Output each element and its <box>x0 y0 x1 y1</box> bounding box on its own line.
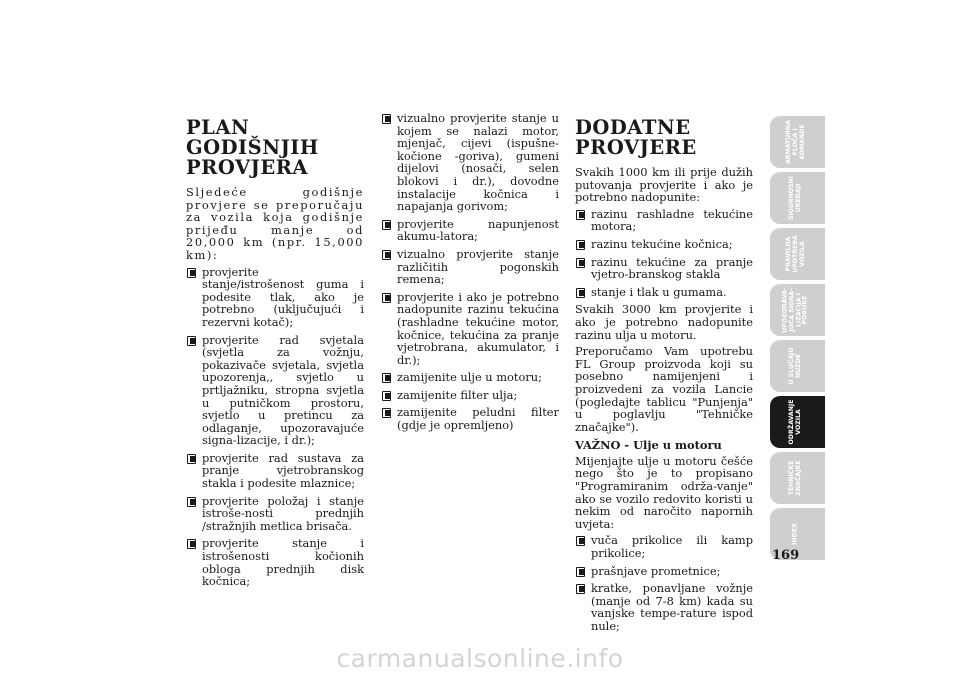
list-item: provjerite stanje i istrošenosti kočionih obloga prednjih disk kočnica; <box>186 537 364 587</box>
list-item: provjerite napunjenost akumu-latora; <box>381 218 559 243</box>
tab-maintenance[interactable] <box>770 396 822 448</box>
list-item: zamijenite filter ulja; <box>381 389 559 402</box>
list-item: vizualno provjerite stanje različitih pogonskih remena; <box>381 248 559 286</box>
paragraph: Svakih 3000 km provjerite i ako je potrebno nadopunite razinu ulja u motoru. <box>575 302 753 342</box>
subheading-engine-oil: VAŽNO - Ulje u motoru <box>575 438 722 453</box>
list-item: razinu tekućine za pranje vjetro-branskog stakla <box>575 256 753 281</box>
tab-label: INDEX <box>791 523 799 545</box>
check-list <box>381 112 559 432</box>
tab-label: SIGURNOSNI UREĐAJI <box>788 176 802 221</box>
list-item: stanje i tlak u gumama. <box>575 286 753 299</box>
tab-technical-specs[interactable] <box>770 452 822 504</box>
page-number: 169 <box>772 548 800 563</box>
tab-label: ARMATURNA PLOČA I KOMANDE <box>784 120 806 164</box>
list-item: provjerite rad sustava za pranje vjetrobranskog stakla i podesite mlaznice; <box>186 452 364 490</box>
intro-paragraph: Svakih 1000 km ili prije dužih putovanja provjerite i ako je potrebno nadopunite: <box>575 165 753 205</box>
tab-emergency[interactable] <box>770 340 822 392</box>
tab-dashboard-controls[interactable] <box>770 116 822 168</box>
watermark: carmanualsonline.info <box>336 644 624 673</box>
title-line-1: DODATNE <box>575 116 691 139</box>
tab-label: U SLUČAJU NUŽDE <box>788 347 802 385</box>
section-title-additional <box>575 118 753 158</box>
list-item: vizualno provjerite stanje u kojem se nalazi motor, mjenjač, cijevi (ispušne-kočione -goriva), gumeni dijelovi (nosači, selen blokovi i dr.), dovodne instalacije kočnica i napajanja gorivom; <box>381 112 559 213</box>
list-item: provjerite položaj i stanje istroše-nosti prednjih /stražnjih metlica brisača. <box>186 495 364 533</box>
list-item: provjerite rad svjetala (svjetla za vožnju, pokazivače svjetala, svjetla upozorenja,, svjetlo u prtljažniku, stropna svjetla u putničkom prostoru, svjetlo u pretincu za odlaganje, upozoravajuće signa-lizacije, i dr.); <box>186 334 364 447</box>
title-line-2: PROVJERA <box>186 156 309 179</box>
tab-safety-devices[interactable] <box>770 172 822 224</box>
paragraph: Mijenjajte ulje u motoru češće nego što je to propisano "Programiranim održa-vanje" ako se vozilo redovito koristi u nekim od naročito napornih uvjeta: <box>575 453 753 531</box>
section-title-annual <box>186 118 364 178</box>
chapter-tabs <box>770 116 822 564</box>
tab-label: PRAVILNA UPOTREBA VOZILA <box>784 235 806 273</box>
paragraph: Preporučamo Vam upotrebu FL Group proizvoda koji su posebno namijenjeni i proizvedeni za vozila Lancie (pogledajte tablicu "Punjenja" u poglavlju "Tehničke značajke"). <box>575 344 753 434</box>
tab-label: UPOZORAVA-JUĆA SIGNA-LIZACIJA I PORUKE <box>781 287 809 333</box>
condition-list <box>575 534 753 632</box>
column-additional-checks <box>575 118 753 638</box>
tab-label: TEHNIČKE ZNAČAJKE <box>788 460 802 496</box>
list-item: provjerite i ako je potrebno nadopunite razinu tekućina (rashladne tekućine motor, kočnice, tekućina za pranje vjetrobrana, akumulator, i dr.); <box>381 291 559 367</box>
list-item: provjerite stanje/istrošenost guma i podesite tlak, ako je potrebno (uključujući i rezervni kotač); <box>186 266 364 329</box>
list-item: prašnjave prometnice; <box>575 565 753 578</box>
list-item: razinu tekućine kočnica; <box>575 238 753 251</box>
tab-warning-lights[interactable] <box>770 284 822 336</box>
list-item: kratke, ponavljane vožnje (manje od 7-8 km) kada su vanjske tempe-rature ispod nule; <box>575 582 753 632</box>
list-item: zamijenite ulje u motoru; <box>381 371 559 384</box>
list-item: razinu rashladne tekućine motora; <box>575 208 753 233</box>
tab-correct-use[interactable] <box>770 228 822 280</box>
tab-label: ODRŽAVANJE VOZILA <box>788 399 802 445</box>
title-line-2: PROVJERE <box>575 136 697 159</box>
check-list <box>186 266 364 588</box>
check-list <box>575 208 753 299</box>
column-annual-checks <box>186 118 364 593</box>
intro-paragraph: Sljedeće godišnje provjere se preporučaju za vozila koja godišnje prijeđu manje od 20,000 km (npr. 15,000 km): <box>186 185 364 262</box>
list-item: zamijenite peludni filter (gdje je opremljeno) <box>381 406 559 431</box>
list-item: vuča prikolice ili kamp prikolice; <box>575 534 753 559</box>
column-annual-checks-continued <box>381 112 559 437</box>
title-line-1: PLAN GODIŠNJIH <box>186 116 319 159</box>
